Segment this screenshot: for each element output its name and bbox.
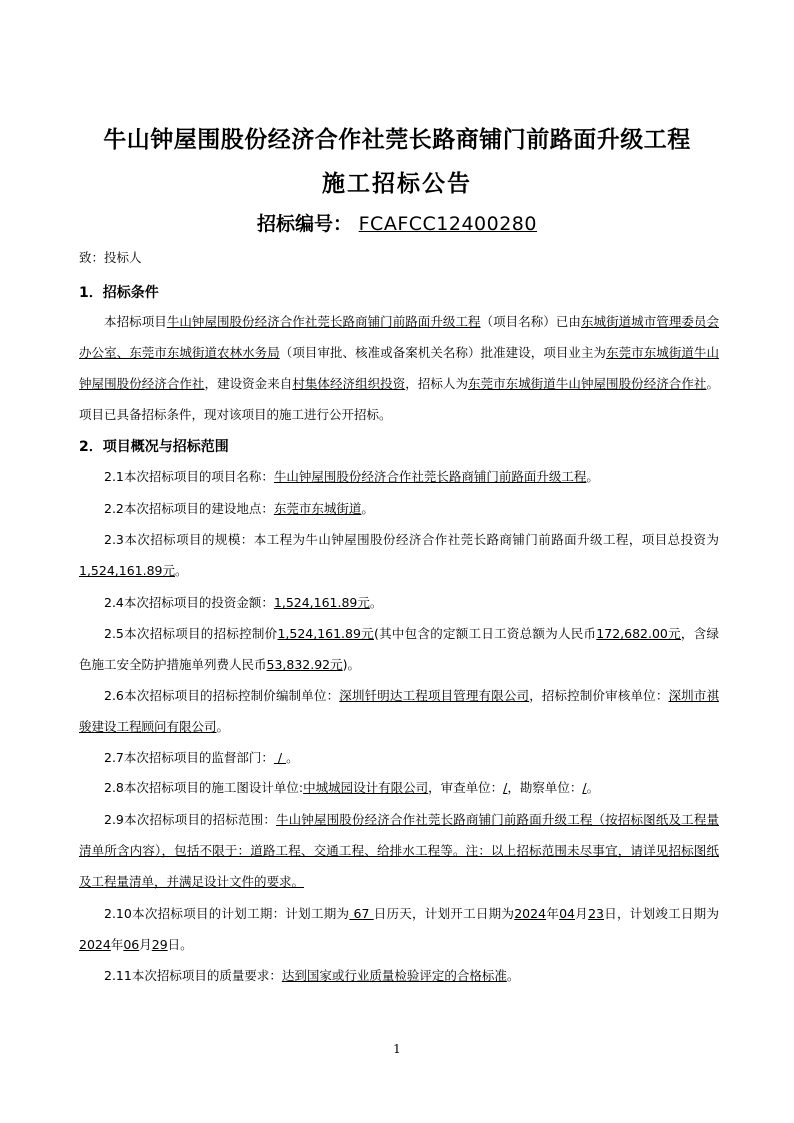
item-2-6: 2.6本次招标项目的招标控制价编制单位：深圳钎明达工程项目管理有限公司，招标控制价审核单位：深圳市祺骏建设工程顾问有限公司。 (79, 688, 719, 734)
item-2-5: 2.5本次招标项目的招标控制价1,524,161.89元(其中包含的定额工日工资总额为人民币172,682.00元，含绿色施工安全防护措施单列费人民币53,832.92元)。 (79, 626, 719, 672)
salutation: 致：投标人 (79, 250, 142, 265)
bid-number-label: 招标编号： (256, 213, 352, 235)
item-2-1: 2.1本次招标项目的项目名称：牛山钟屋围股份经济合作社莞长路商铺门前路面升级工程。 (104, 469, 599, 484)
item-2-9: 2.9本次招标项目的招标范围：牛山钟屋围股份经济合作社莞长路商铺门前路面升级工程（按招标图纸及工程量清单所含内容），包括不限于：道路工程、交通工程、给排水工程等。注：以上招标范围未尽事宜，请详见招标图纸及工程量清单，并满足设计文件的要求。 (79, 812, 719, 889)
title-line-1: 牛山钟屋围股份经济合作社莞长路商铺门前路面升级工程 (103, 127, 691, 153)
title-line-2: 施工招标公告 (322, 171, 472, 197)
bid-number (0, 209, 794, 236)
item-2-8: 2.8本次招标项目的施工图设计单位:中城城园设计有限公司，审查单位：/，勘察单位：/。 (104, 780, 600, 795)
item-2-11: 2.11本次招标项目的质量要求：达到国家或行业质量检验评定的合格标准。 (104, 968, 520, 983)
section-1-paragraph: 本招标项目牛山钟屋围股份经济合作社莞长路商铺门前路面升级工程（项目名称）已由东城街道城市管理委员会办公室、东莞市东城街道农林水务局（项目审批、核准或备案机关名称）批准建设，项目业主为东莞市东城街道牛山钟屋围股份经济合作社，建设资金来自村集体经济组织投资，招标人为东莞市东城街道牛山钟屋围股份经济合作社。项目已具备招标条件，现对该项目的施工进行公开招标。 (79, 314, 719, 422)
page-number: 1 (393, 1042, 401, 1056)
item-2-10: 2.10本次招标项目的计划工期：计划工期为 67 日历天，计划开工日期为2024年04月23日，计划竣工日期为2024年06月29日。 (79, 906, 719, 952)
item-2-4: 2.4本次招标项目的投资金额：1,524,161.89元。 (104, 595, 383, 610)
section-2-heading: 2．项目概况与招标范围 (79, 439, 229, 455)
section-1-heading: 1．招标条件 (79, 285, 159, 301)
item-2-3: 2.3本次招标项目的规模：本工程为牛山钟屋围股份经济合作社莞长路商铺门前路面升级工程，项目总投资为1,524,161.89元。 (79, 532, 719, 578)
bid-number-value: FCAFCC12400280 (358, 213, 537, 235)
item-2-2: 2.2本次招标项目的建设地点：东莞市东城街道。 (104, 501, 374, 516)
item-2-7: 2.7本次招标项目的监督部门： / 。 (104, 750, 299, 765)
